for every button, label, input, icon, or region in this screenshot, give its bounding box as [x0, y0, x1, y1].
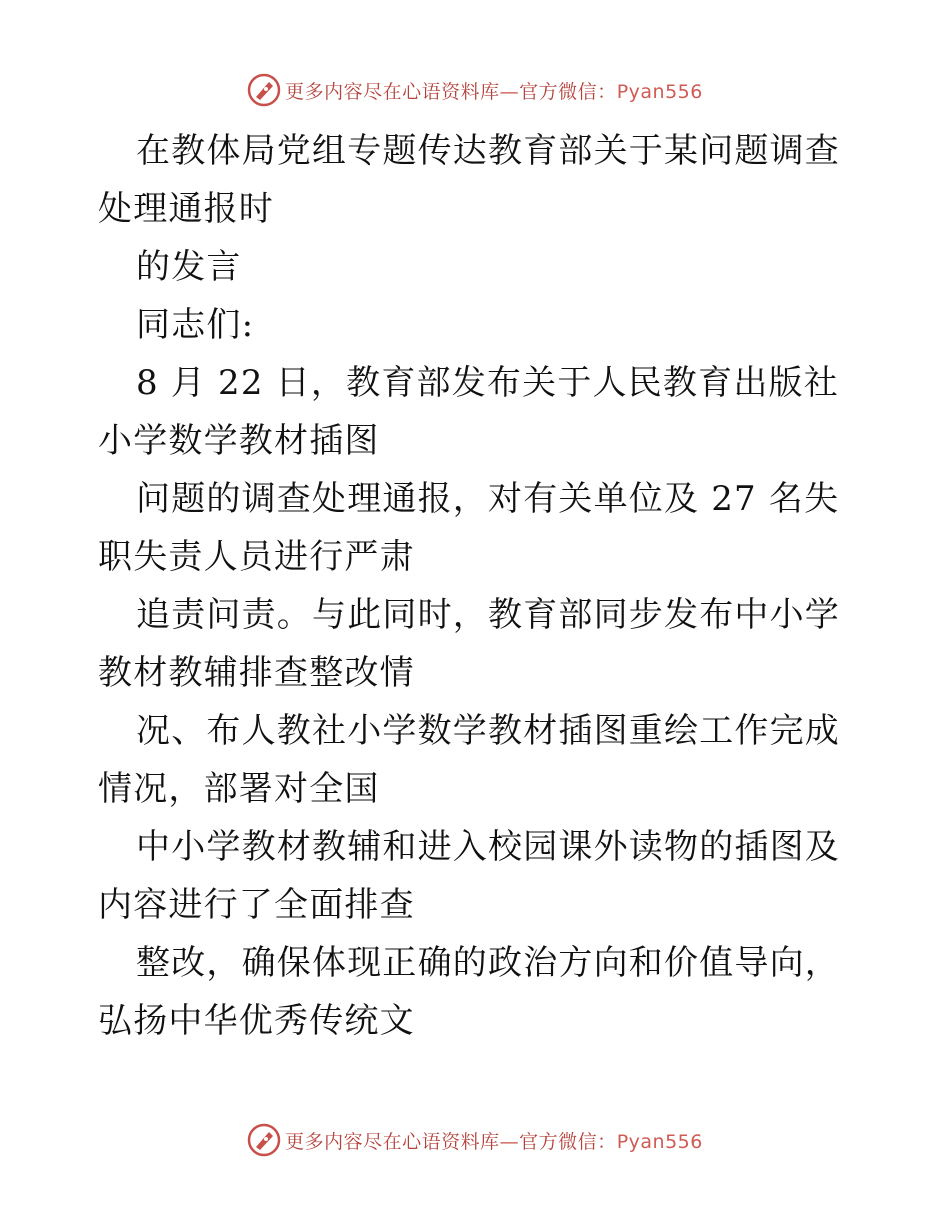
document-title-line-1: 在教体局党组专题传达教育部关于某问题调查处理通报时 — [98, 131, 840, 229]
pen-nib-circle-icon — [247, 1123, 281, 1157]
body-paragraph: 8 月 22 日，教育部发布关于人民教育出版社小学数学教材插图 — [98, 363, 839, 461]
body-paragraph: 中小学教材教辅和进入校园课外读物的插图及内容进行了全面排查 — [98, 827, 840, 925]
document-title-line-2: 的发言 — [136, 247, 242, 287]
salutation: 同志们: — [136, 305, 255, 345]
watermark-text: 更多内容尽在心语资料库—官方微信：Pyan556 — [285, 80, 703, 103]
body-paragraph: 追责问责。与此同时，教育部同步发布中小学教材教辅排查整改情 — [98, 595, 840, 693]
footer-watermark-banner — [0, 1120, 950, 1160]
document-body — [98, 122, 858, 1050]
body-paragraph: 整改，确保体现正确的政治方向和价值导向，弘扬中华优秀传统文 — [98, 943, 840, 1041]
body-paragraph: 问题的调查处理通报，对有关单位及 27 名失职失责人员进行严肃 — [98, 479, 840, 577]
pen-nib-circle-icon — [247, 73, 281, 107]
body-paragraph: 况、布人教社小学数学教材插图重绘工作完成情况，部署对全国 — [98, 711, 840, 809]
watermark-text: 更多内容尽在心语资料库—官方微信：Pyan556 — [285, 1130, 703, 1153]
header-watermark-banner — [0, 70, 950, 110]
